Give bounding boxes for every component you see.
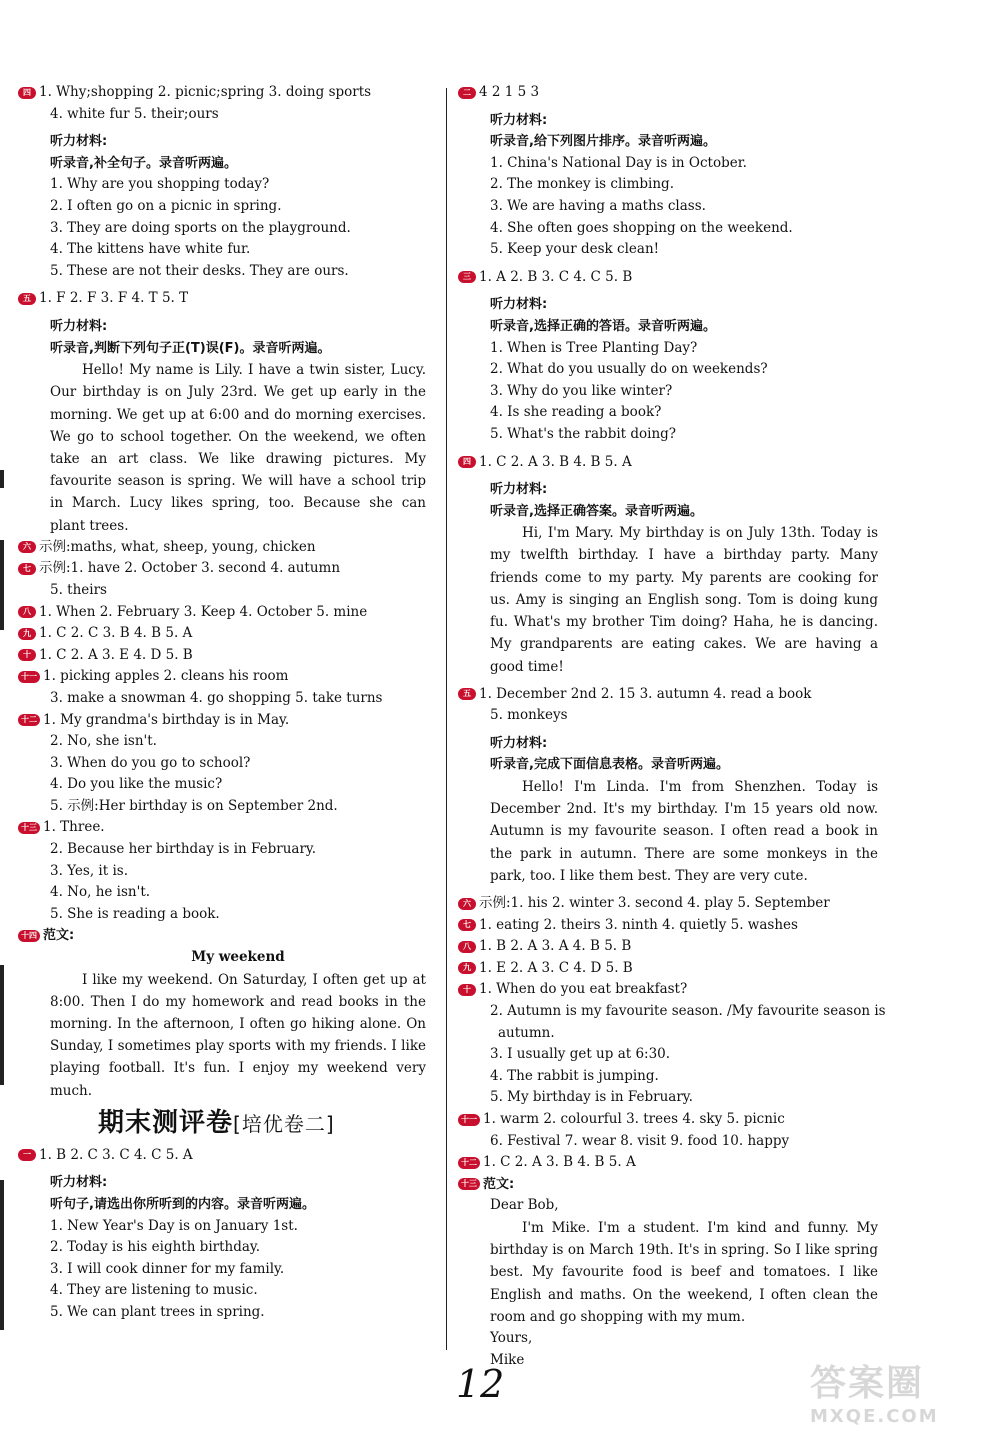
answer-line: 5. She is reading a book. [50,905,220,922]
exam-title: 期末测评卷[培优卷二] [98,1107,335,1138]
answer-line: 1. C 2. A 3. B 4. B 5. A [479,453,632,470]
answer-line: 示例:maths, what, sheep, young, chicken [39,538,316,555]
transcript-line: 5. We can plant trees in spring. [50,1304,265,1320]
answer-line: 6. Festival 7. wear 8. visit 9. food 10. happy [490,1132,790,1149]
answer-line: 5. 示例:Her birthday is on September 2nd. [50,797,338,814]
section-badge: 十一 [458,1114,480,1126]
answer-line: 3. I usually get up at 6:30. [490,1046,671,1063]
section-badge: 八 [18,606,36,618]
instruction: 听录音,完成下面信息表格。录音听两遍。 [490,757,729,773]
margin-mark [0,540,4,630]
answer-line: 1. A 2. B 3. C 4. C 5. B [479,268,633,285]
answer-line: 5. My birthday is in February. [490,1089,693,1106]
section-badge: 十三 [18,822,40,834]
transcript-line: 1. When is Tree Planting Day? [490,339,698,356]
instruction: 听录音,给下列图片排序。录音听两遍。 [490,134,716,150]
section-badge: 四 [458,456,476,468]
transcript-line: 2. I often go on a picnic in spring. [50,197,282,214]
answer-line: 1. When 2. February 3. Keep 4. October 5. mine [39,603,368,620]
answer-line: 4. Do you like the music? [50,776,223,793]
transcript-line: 5. These are not their desks. They are ours. [50,262,349,279]
answer-line: 1. C 2. C 3. B 4. B 5. A [39,625,193,642]
transcript-line: 2. The monkey is climbing. [490,176,674,193]
left-column [18,82,426,1324]
section-badge: 六 [18,541,36,553]
section-badge: 十三 [458,1178,480,1190]
section-badge: 四 [18,87,36,99]
transcript-line: 4. They are listening to music. [50,1282,258,1299]
section-badge: 七 [18,563,36,575]
transcript-line: 4. She often goes shopping on the weekend. [490,219,793,236]
margin-mark [0,470,4,488]
answer-line: 2. Autumn is my favourite season. /My favourite season is [490,1003,886,1020]
page-number: 12 [456,1362,505,1406]
letter-closing: Yours, [490,1330,533,1347]
transcript-line: 3. I will cook dinner for my family. [50,1260,285,1277]
answer-line: 3. make a snowman 4. go shopping 5. take turns [50,689,383,706]
transcript-line: 1. China's National Day is in October. [490,154,747,171]
material-label: 听力材料: [490,482,548,498]
material-label: 听力材料: [490,735,548,751]
answer-line: autumn. [498,1024,555,1041]
answer-line: 1. When do you eat breakfast? [479,981,688,998]
transcript-line: 1. Why are you shopping today? [50,176,270,193]
answer-line: 1. warm 2. colourful 3. trees 4. sky 5. picnic [483,1111,785,1128]
right-column [458,82,886,1371]
answer-line: 1. B 2. C 3. C 4. C 5. A [39,1146,193,1163]
transcript-line: 3. They are doing sports on the playground. [50,219,351,236]
answer-line: 2. Because her birthday is in February. [50,841,317,858]
section-badge: 二 [458,87,476,99]
section-badge: 九 [458,962,476,974]
margin-mark [0,1180,4,1330]
answer-line: 1. picking apples 2. cleans his room [43,668,289,685]
transcript-line: 5. What's the rabbit doing? [490,425,677,442]
transcript-line: 4. The kittens have white fur. [50,241,251,258]
section-badge: 三 [458,271,476,283]
transcript-line: 5. Keep your desk clean! [490,241,660,258]
transcript-paragraph: Hello! My name is Lily. I have a twin sister, Lucy. Our birthday is on July 23rd. We get up early in the morning. We get up at 6:00 and do morning exercises. We go to school together. On the weekend, we often take an art class. We like drawing pictures. My favourite season is spring. We will have a school trip in March. Lucy likes spring, too. Because she can plant trees. [50,362,426,534]
section-badge: 五 [458,688,476,700]
material-label: 听力材料: [490,297,548,313]
section-badge: 八 [458,941,476,953]
instruction: 听句子,请选出你所听到的内容。录音听两遍。 [50,1197,315,1213]
transcript-line: 4. Is she reading a book? [490,404,662,421]
answer-line: 4. The rabbit is jumping. [490,1067,659,1084]
section-badge: 七 [458,919,476,931]
section-badge: 十二 [18,714,40,726]
answer-line: 1. C 2. A 3. E 4. D 5. B [39,646,193,663]
answer-line: 5. theirs [50,581,107,598]
instruction: 听录音,选择正确答案。录音听两遍。 [490,503,703,519]
section-badge: 十四 [18,930,40,942]
column-divider [446,88,447,1350]
answer-line: 4 2 1 5 3 [479,84,540,100]
material-label: 听力材料: [50,1175,108,1191]
instruction: 听录音,补全句子。录音听两遍。 [50,155,237,171]
answer-line: 3. Yes, it is. [50,862,128,879]
essay-title: My weekend [191,949,285,966]
essay-paragraph: I like my weekend. On Saturday, I often get up at 8:00. Then I do my homework and read books in the morning. In the afternoon, I often go hiking alone. On Sunday, I sometimes play sports with my friends. I like playing football. It's fun. I enjoy my weekend very much. [50,971,426,1099]
transcript-paragraph: Hi, I'm Mary. My birthday is on July 13th. Today is my twelfth birthday. I have a birthday party. Many friends come to my party. My parents are cooking for us. Amy is singing an English song. Tom is doing kung fu. What's my brother Tim doing? Haha, he is dancing. My grandparents are eating cakes. We are having a good time! [490,525,878,675]
material-label: 听力材料: [50,134,108,150]
letter-paragraph: I'm Mike. I'm a student. I'm kind and funny. My birthday is on March 19th. It's in spring. So I like spring best. My favourite food is beef and tomatoes. I like English and maths. On the weekend, I often clean the room and go shopping with my mum. [490,1220,878,1325]
section-badge: 五 [18,293,36,305]
answer-line: 1. E 2. A 3. C 4. D 5. B [479,959,633,976]
answer-line: 4. white fur 5. their;ours [50,105,219,122]
sample-label: 范文: [483,1176,515,1192]
material-label: 听力材料: [490,112,548,128]
margin-mark [0,965,4,1085]
section-badge: 十二 [458,1157,480,1169]
section-badge: 十 [18,649,36,661]
section-badge: 十 [458,984,476,996]
answer-line: 1. My grandma's birthday is in May. [43,711,290,728]
section-badge: 六 [458,898,476,910]
sample-label: 范文: [43,928,75,944]
section-badge: 一 [18,1149,36,1161]
answer-line: 1. F 2. F 3. F 4. T 5. T [39,290,189,307]
answer-line: 1. B 2. A 3. A 4. B 5. B [479,938,632,955]
letter-signature: Mike [490,1351,525,1368]
transcript-line: 3. We are having a maths class. [490,197,706,214]
answer-line: 1. Why;shopping 2. picnic;spring 3. doing sports [39,84,372,100]
transcript-line: 3. Why do you like winter? [490,382,673,399]
answer-line: 5. monkeys [490,707,568,724]
answer-line: 3. When do you go to school? [50,754,251,771]
transcript-line: 2. What do you usually do on weekends? [490,361,768,378]
transcript-line: 1. New Year's Day is on January 1st. [50,1217,298,1234]
answer-line: 示例:1. his 2. winter 3. second 4. play 5. September [479,895,830,912]
transcript-line: 2. Today is his eighth birthday. [50,1239,261,1256]
transcript-paragraph: Hello! I'm Linda. I'm from Shenzhen. Today is December 2nd. It's my birthday. I'm 15 years old now. Autumn is my favourite season. I often read a book in the park in autumn. There are some monkeys in the park, too. I like them best. They are very cute. [490,779,878,884]
answer-line: 1. C 2. A 3. B 4. B 5. A [483,1154,636,1171]
letter-greeting: Dear Bob, [490,1197,559,1214]
answer-line: 1. December 2nd 2. 15 3. autumn 4. read a book [479,685,812,702]
section-badge: 九 [18,628,36,640]
answer-line: 1. eating 2. theirs 3. ninth 4. quietly 5. washes [479,916,798,933]
answer-line: 示例:1. have 2. October 3. second 4. autumn [39,560,341,577]
material-label: 听力材料: [50,318,108,334]
watermark: 答案圈 MXQE.COM [810,1363,939,1427]
answer-line: 2. No, she isn't. [50,733,157,750]
section-badge: 十一 [18,671,40,683]
instruction: 听录音,选择正确的答语。录音听两遍。 [490,318,716,334]
answer-line: 4. No, he isn't. [50,884,151,901]
answer-line: 1. Three. [43,819,105,836]
instruction: 听录音,判断下列句子正(T)误(F)。录音听两遍。 [50,340,331,356]
